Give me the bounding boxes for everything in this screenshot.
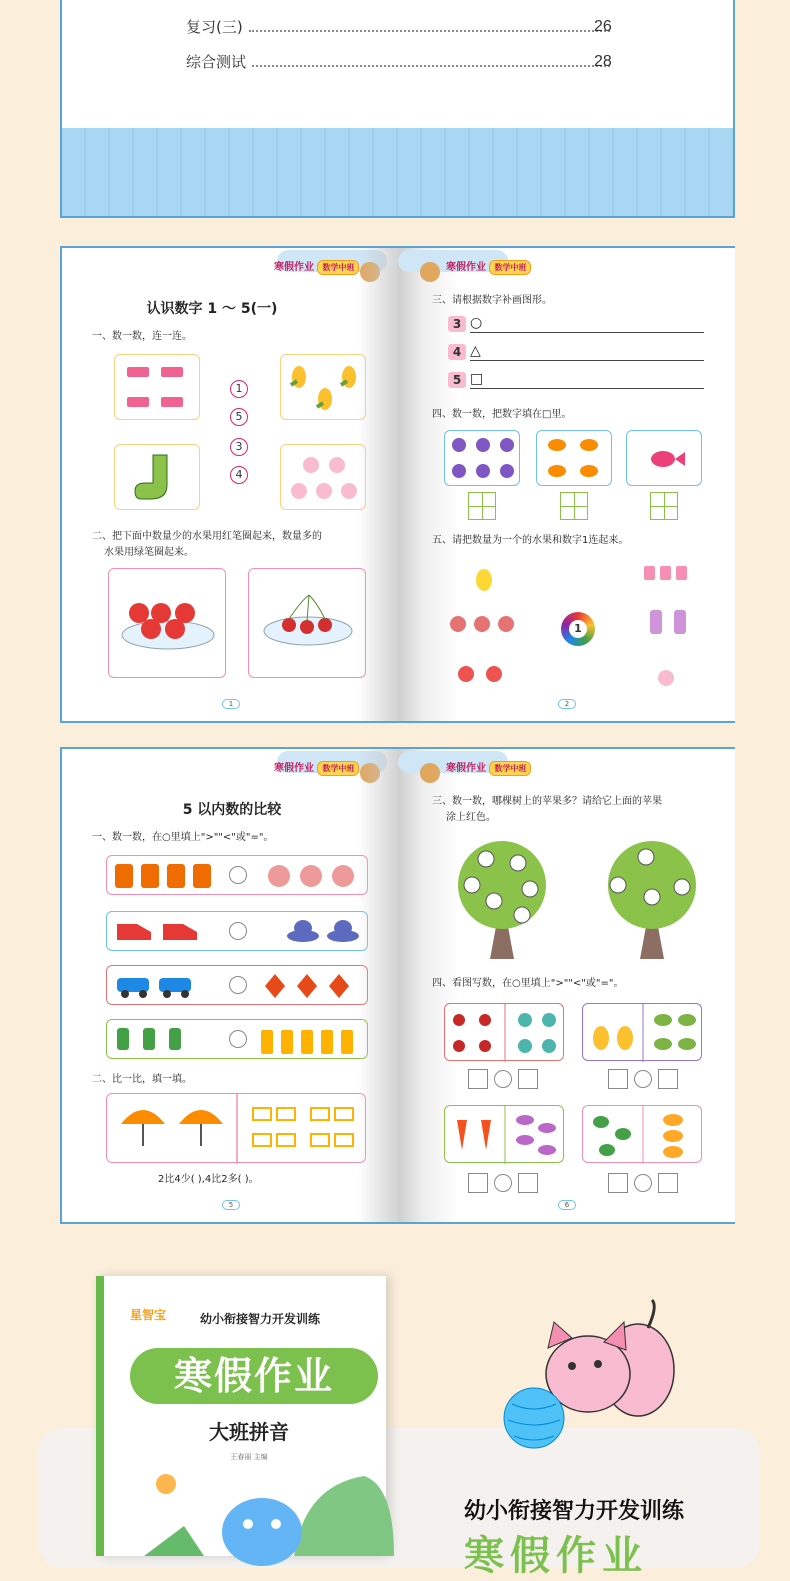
brand-logo: 星智宝 — [130, 1308, 167, 1322]
shape-symbol: △ — [470, 343, 481, 359]
sock-icon — [115, 445, 201, 511]
compare-circle[interactable] — [229, 922, 247, 940]
toc-leader-dots — [249, 22, 610, 32]
question-4: 四、数一数，把数字填在□里。 — [432, 409, 572, 420]
toc-leader-dots — [252, 57, 610, 67]
compare-circle[interactable] — [229, 976, 247, 994]
bear-icon — [360, 763, 380, 783]
compare-circle[interactable] — [494, 1070, 512, 1088]
page-header — [446, 759, 531, 781]
answer-box[interactable] — [608, 1173, 628, 1193]
series-name: 寒假作业 — [274, 262, 314, 273]
peach-picture-box — [280, 444, 366, 510]
compare-row — [106, 965, 368, 1005]
corn-picture-box — [280, 354, 366, 420]
shell-icon — [445, 431, 521, 487]
question-4: 四、看图写数，在○里填上">""<"或"="。 — [432, 978, 624, 989]
cartoon-cat-illustration — [124, 1462, 394, 1556]
eraser-picture-box — [114, 354, 200, 420]
number-square: 3 — [448, 316, 466, 332]
book-title: 寒假作业 — [130, 1348, 378, 1404]
workbook-spread-2 — [60, 747, 735, 1224]
answer-box[interactable] — [518, 1173, 538, 1193]
number-circle: 4 — [230, 466, 248, 484]
umbrella-glasses-box — [106, 1093, 366, 1163]
page-number: 1 — [222, 699, 240, 709]
shape-symbol: □ — [470, 371, 484, 387]
question-3-line-2: 涂上红色。 — [446, 812, 496, 823]
toc-row-label: 综合测试 — [186, 53, 247, 71]
table-of-contents-panel — [60, 0, 735, 218]
bear-icon — [360, 262, 380, 282]
compare-circle[interactable] — [634, 1174, 652, 1192]
promo-slogan: 幼小衔接智力开发训练 — [464, 1499, 685, 1524]
subject-tag: 数学中班 — [317, 260, 359, 275]
pink-cat-with-yarn-illustration — [498, 1300, 678, 1450]
goldfish-picture-box — [536, 430, 612, 486]
page-header — [446, 258, 531, 280]
turtle-and-burger-icon — [583, 1106, 703, 1164]
answer-box[interactable] — [608, 1069, 628, 1089]
answer-box[interactable] — [468, 1069, 488, 1089]
pink-fish-picture-box — [626, 430, 702, 486]
book-cover — [96, 1276, 386, 1556]
compare-sentence: 2比4少( ),4比2多( )。 — [158, 1174, 259, 1185]
compare-circle[interactable] — [494, 1174, 512, 1192]
bear-icon — [420, 763, 440, 783]
page-number: 5 — [222, 1200, 240, 1210]
cherry-plate-icon — [249, 569, 367, 679]
question-5: 五、请把数量为一个的水果和数字1连起来。 — [432, 535, 629, 546]
compare-circle[interactable] — [634, 1070, 652, 1088]
strawberry-plate-box — [108, 568, 226, 678]
pineapple-and-leaf-icon — [583, 1004, 703, 1062]
question-1: 一、数一数，在○里填上">""<"或"="。 — [92, 832, 274, 843]
number-circle: 1 — [230, 380, 248, 398]
fish-icon — [627, 431, 703, 487]
answer-box[interactable] — [518, 1069, 538, 1089]
left-page — [62, 749, 398, 1222]
page-header — [274, 258, 359, 280]
drawing-line — [470, 360, 704, 361]
shell-picture-box — [444, 430, 520, 486]
toc-row — [186, 16, 616, 37]
apple-trees-illustration — [438, 835, 728, 961]
answer-box[interactable] — [658, 1173, 678, 1193]
series-name: 寒假作业 — [274, 763, 314, 774]
page-number: 2 — [558, 699, 576, 709]
starfish-lollipop-box — [444, 1003, 564, 1061]
turtle-burger-box — [582, 1105, 702, 1163]
starfish-and-lollipop-icon — [445, 1004, 565, 1062]
shape-symbol: ○ — [470, 315, 483, 331]
eraser-icon — [115, 355, 201, 421]
book-editor: 王春丽 主编 — [230, 1453, 268, 1461]
question-2: 二、比一比，填一填。 — [92, 1074, 192, 1085]
flower-number: 1 — [569, 620, 587, 638]
strawberry-plate-icon — [109, 569, 227, 679]
toc-row-page: 26 — [594, 17, 612, 35]
number-square: 4 — [448, 344, 466, 360]
subject-tag: 数学中班 — [317, 761, 359, 776]
question-2-line-1: 二、把下面中数量少的水果用红笔圈起来，数量多的 — [92, 531, 322, 542]
bear-icon — [420, 262, 440, 282]
series-name: 寒假作业 — [446, 262, 486, 273]
subject-tag: 数学中班 — [489, 761, 531, 776]
umbrella-and-glasses-icon — [107, 1094, 367, 1164]
compare-row — [106, 855, 368, 895]
answer-grid-box[interactable] — [650, 492, 678, 520]
peach-icon — [281, 445, 367, 511]
toc-row-label: 复习(三) — [186, 18, 243, 36]
number-square: 5 — [448, 372, 466, 388]
page-title: 认识数字 1 ～ 5(一) — [146, 301, 278, 317]
answer-box[interactable] — [658, 1069, 678, 1089]
question-1: 一、数一数，连一连。 — [92, 331, 192, 342]
left-page — [62, 248, 398, 721]
number-flower-icon — [561, 612, 595, 646]
drawing-line — [470, 332, 704, 333]
corn-icon — [281, 355, 367, 421]
number-circle: 3 — [230, 438, 248, 456]
page-header — [274, 759, 359, 781]
pineapple-leaf-box — [582, 1003, 702, 1061]
wood-plank-decoration — [62, 128, 733, 216]
question-2-line-2: 水果用绿笔圈起来。 — [104, 547, 194, 558]
question-3-line-1: 三、数一数，哪棵树上的苹果多？请给它上面的苹果 — [432, 796, 662, 807]
right-page — [398, 749, 735, 1222]
right-page — [398, 248, 735, 721]
goldfish-icon — [537, 431, 613, 487]
toc-row — [186, 51, 616, 72]
carrot-and-shell-icon — [445, 1106, 565, 1164]
book-grade: 大班拼音 — [209, 1420, 289, 1444]
compare-row — [106, 911, 368, 951]
question-3: 三、请根据数字补画图形。 — [432, 295, 552, 306]
sock-picture-box — [114, 444, 200, 510]
workbook-spread-1 — [60, 246, 735, 723]
page-number: 6 — [558, 1200, 576, 1210]
compare-row — [106, 1019, 368, 1059]
drawing-line — [470, 388, 704, 389]
toc-row-page: 28 — [594, 52, 612, 70]
promo-slogan-big: 寒假作业 — [464, 1533, 648, 1579]
book-subtitle: 幼小衔接智力开发训练 — [200, 1312, 321, 1326]
answer-box[interactable] — [468, 1173, 488, 1193]
carrot-shell-box — [444, 1105, 564, 1163]
compare-circle[interactable] — [229, 1030, 247, 1048]
subject-tag: 数学中班 — [489, 260, 531, 275]
answer-grid-box[interactable] — [468, 492, 496, 520]
cherry-plate-box — [248, 568, 366, 678]
number-circle: 5 — [230, 408, 248, 426]
page-title: 5 以内数的比较 — [182, 802, 282, 818]
answer-grid-box[interactable] — [560, 492, 588, 520]
compare-circle[interactable] — [229, 866, 247, 884]
series-name: 寒假作业 — [446, 763, 486, 774]
